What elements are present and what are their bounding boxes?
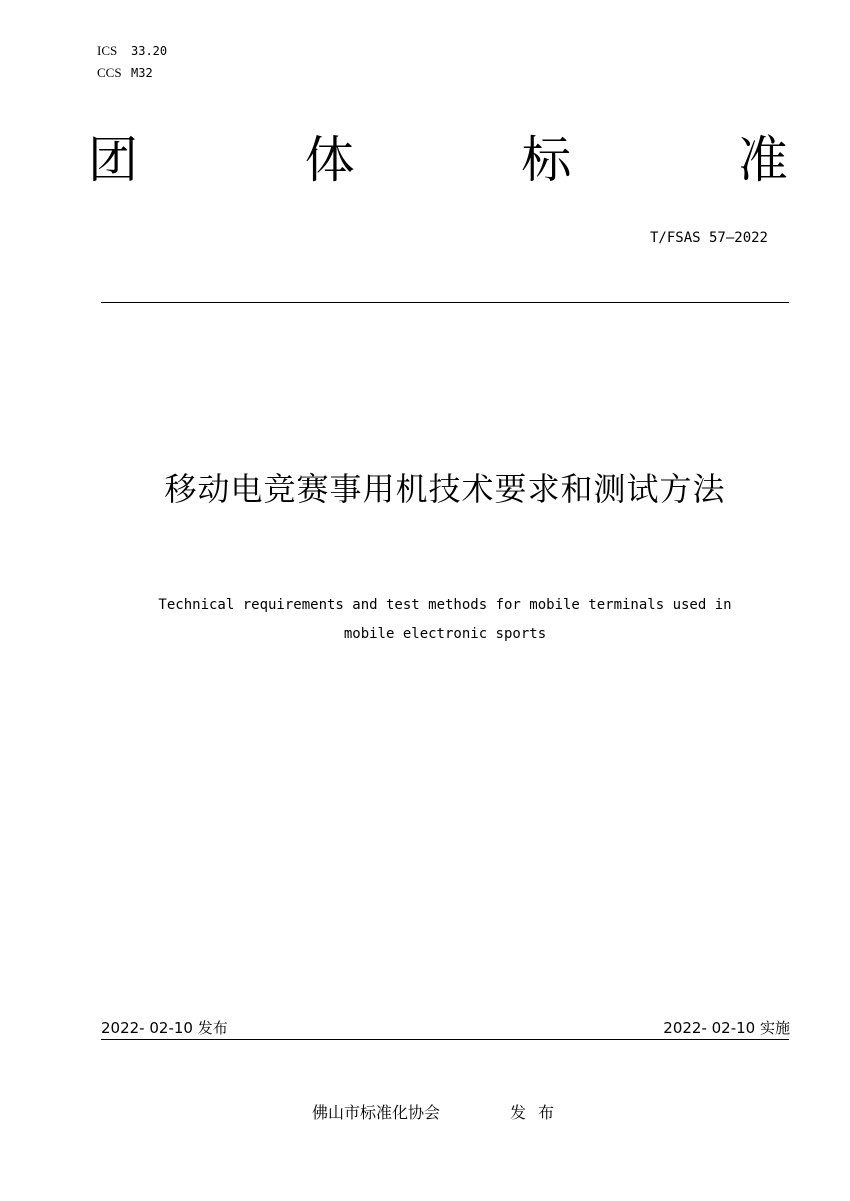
implementation-date: 2022- 02-10 实施	[663, 1019, 790, 1037]
english-title-line: Technical requirements and test methods for mobile terminals used in	[158, 597, 732, 613]
classification-block	[97, 40, 167, 84]
release-date: 2022- 02-10 发布	[101, 1019, 228, 1037]
english-title	[95, 591, 795, 649]
doc-type-char: 体	[304, 131, 355, 189]
chinese-title: 移动电竞赛事用机技术要求和测试方法	[164, 470, 726, 508]
ics-label: ICS	[97, 43, 118, 58]
bottom-divider	[101, 1039, 789, 1040]
ccs-code: M32	[131, 66, 153, 80]
publisher-name: 佛山市标准化协会	[312, 1103, 441, 1122]
doc-type-char: 准	[737, 131, 788, 189]
document-type-heading	[88, 128, 788, 192]
english-title-line: mobile electronic sports	[343, 626, 547, 642]
standard-number: T/FSAS 57—2022	[649, 230, 768, 246]
top-divider	[101, 302, 789, 303]
ccs-line	[97, 62, 167, 84]
publish-label: 发布	[510, 1103, 567, 1122]
ics-line	[97, 40, 167, 62]
doc-type-char: 团	[88, 131, 138, 189]
ccs-label: CCS	[97, 65, 122, 80]
ics-code: 33.20	[131, 44, 168, 58]
doc-type-char: 标	[521, 131, 572, 189]
